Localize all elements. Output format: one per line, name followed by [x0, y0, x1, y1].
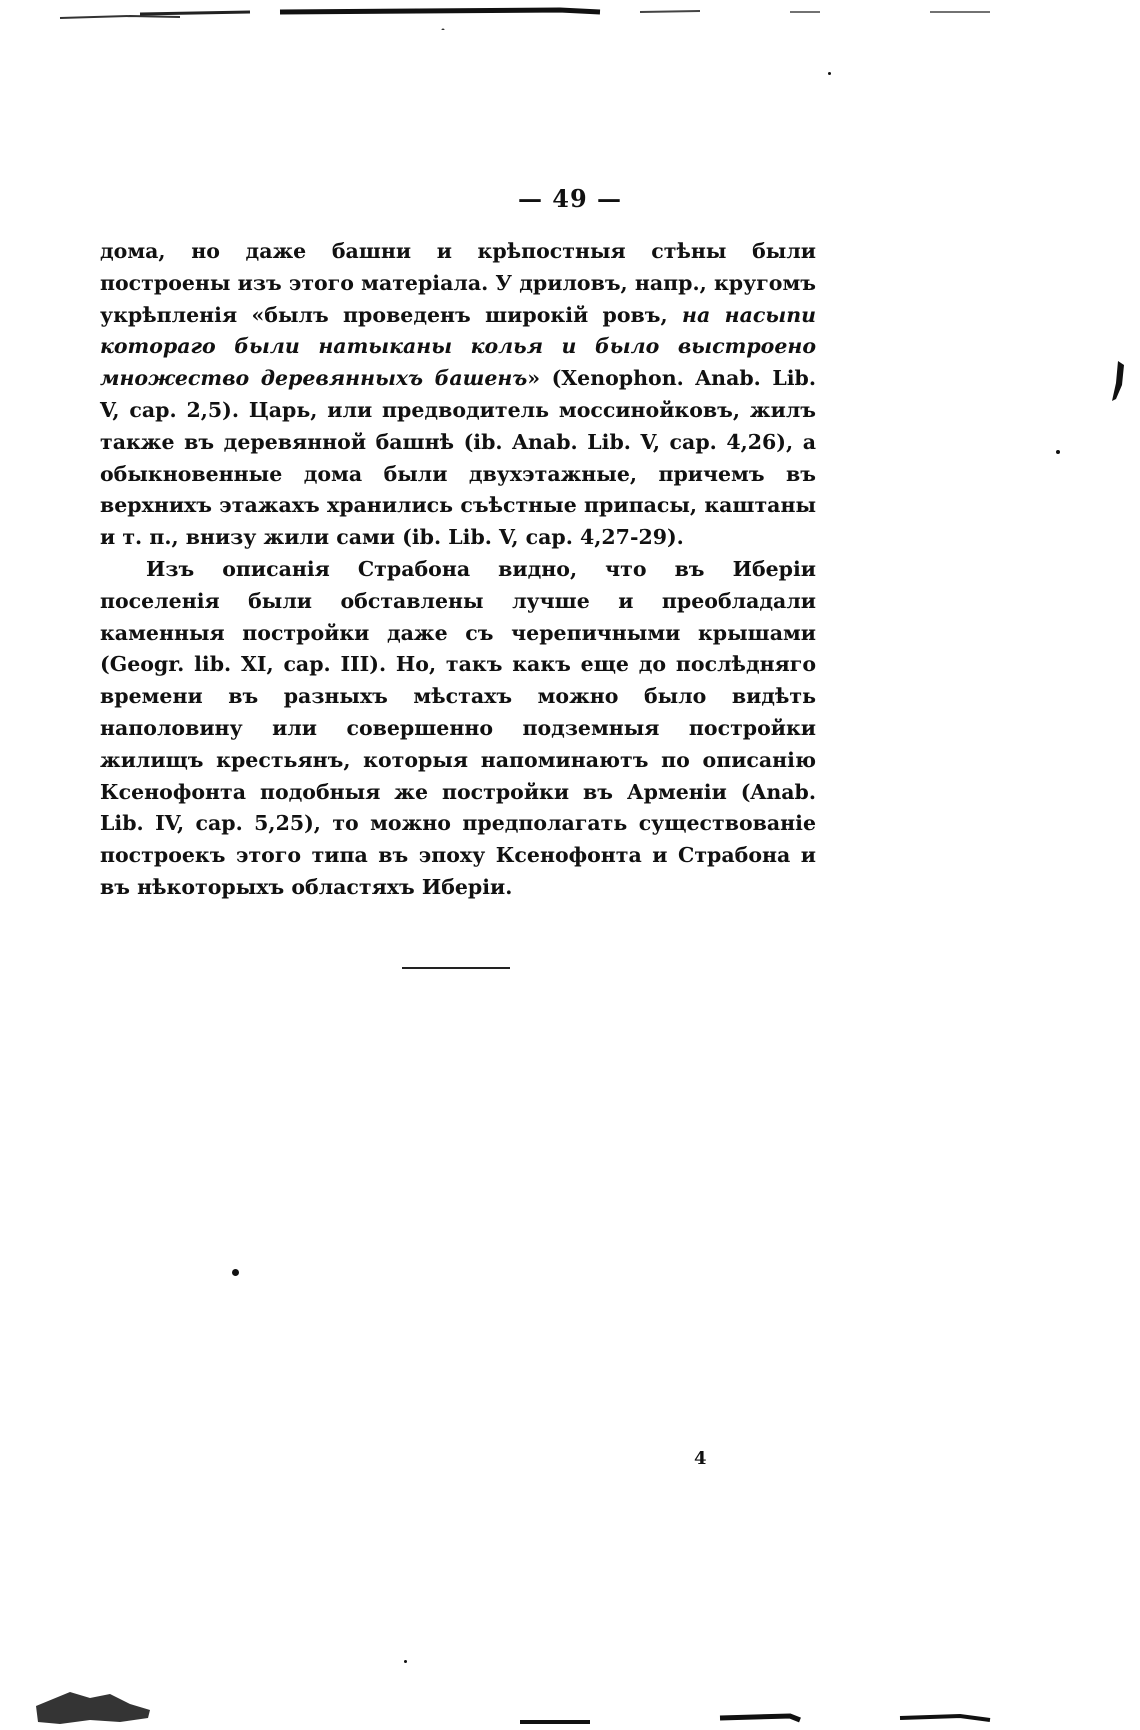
body-text [100, 236, 816, 904]
signature-mark: 4 [694, 1448, 707, 1469]
paragraph-1 [100, 236, 816, 554]
paragraph-2: Изъ описанія Страбона видно, что въ Иберіи поселенія были обставлены лучше и преобладали каменныя постройки даже съ черепичными крышами (Geogr. lib. XI, cap. III). Но, такъ какъ еще до послѣдняго времени въ разныхъ мѣстахъ можно было видѣть наполовину или совершенно подземныя постройки жилищъ крестьянъ, которыя напоминаютъ по описанію Ксенофонта подобныя же постройки въ Арменіи (Anab. Lib. IV, cap. 5,25), то можно предполагать существованіе построекъ этого типа въ эпоху Ксенофонта и Страбона и въ нѣкоторыхъ областяхъ Иберіи. [100, 556, 816, 899]
paragraph-1-text-a: дома, но даже башни и крѣпостныя стѣны были построены изъ этого матеріала. У дриловъ, напр., кругомъ укрѣпленія «былъ проведенъ широкій ровъ, [100, 239, 816, 327]
scan-artifact-top [0, 0, 1140, 30]
ink-speck [1056, 450, 1060, 454]
page-number: — 49 — [517, 184, 623, 213]
ink-speck [404, 1660, 407, 1663]
ink-speck [232, 1269, 239, 1276]
scan-artifact-bottom [0, 1670, 1140, 1730]
ink-speck [828, 72, 831, 75]
paragraph-1-text-b: » (Xenophon. Anab. Lib. V, cap. 2,5). Царь, или предводитель моссинойковъ, жилъ также въ деревянной башнѣ (ib. Anab. Lib. V, cap. 4,26), а обыкновенные дома были двухэтажные, причемъ въ верхнихъ этажахъ хранились съѣстные припасы, каштаны и т. п., внизу жили сами (ib. Lib. V, cap. 4,27-29). [100, 366, 817, 550]
scan-artifact-right [1102, 355, 1132, 435]
quote-xenophon: на насыпи котораго были натыканы колья и было выстроено множество деревянныхъ башенъ [100, 302, 816, 391]
section-separator [402, 967, 510, 969]
